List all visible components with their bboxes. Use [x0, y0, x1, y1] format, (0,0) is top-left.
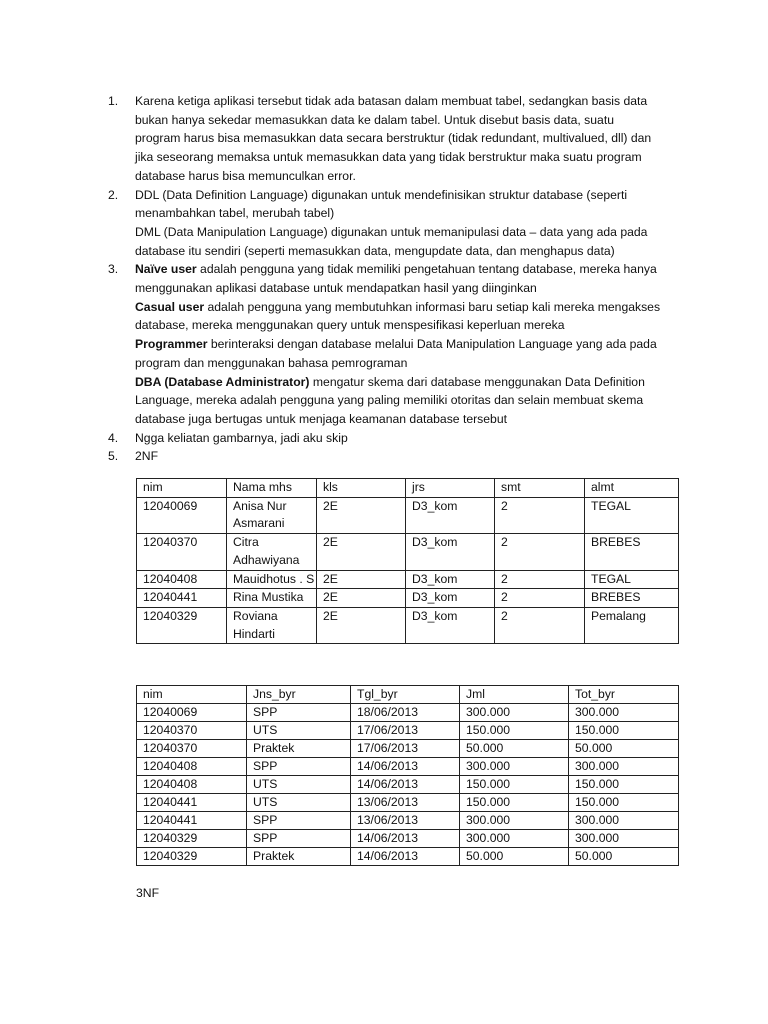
- table-row: [137, 607, 679, 643]
- table-cell: 2E: [317, 589, 406, 608]
- text-line: menggunakan aplikasi database untuk mendapatkan hasil yang diinginkan: [135, 281, 537, 296]
- table-cell: 300.000: [460, 830, 569, 848]
- list-item: [108, 260, 683, 428]
- table-cell: 12040408: [137, 758, 247, 776]
- table-cell: 18/06/2013: [351, 704, 460, 722]
- table-cell: 2E: [317, 534, 406, 570]
- table-cell: 12040441: [137, 794, 247, 812]
- table-cell: 12040329: [137, 848, 247, 866]
- role-term: Programmer: [135, 337, 208, 352]
- table-cell: UTS: [247, 776, 351, 794]
- table-cell: 300.000: [460, 758, 569, 776]
- list-number: 2.: [108, 187, 119, 202]
- table-cell: Rina Mustika: [227, 589, 317, 608]
- table-cell: 12040069: [137, 704, 247, 722]
- table-row: [137, 848, 679, 866]
- table-row: [137, 830, 679, 848]
- section-label-3nf: 3NF: [136, 886, 160, 900]
- text-line: 2NF: [135, 449, 159, 464]
- table-header-row: [137, 686, 679, 704]
- list-number: 3.: [108, 262, 119, 277]
- table-cell: SPP: [247, 704, 351, 722]
- list-item: [108, 186, 683, 261]
- text-line: database, mereka menggunakan query untuk menspesifikasi keperluan mereka: [135, 318, 565, 333]
- table-cell: 2: [495, 607, 585, 643]
- table-cell: 50.000: [460, 740, 569, 758]
- table-row: [137, 758, 679, 776]
- table-cell: 12040441: [137, 589, 227, 608]
- table-cell: 2E: [317, 570, 406, 589]
- table-cell: 50.000: [569, 740, 679, 758]
- table-cell: UTS: [247, 794, 351, 812]
- table-row: [137, 589, 679, 608]
- table-cell: BREBES: [585, 589, 679, 608]
- text-line: Karena ketiga aplikasi tersebut tidak ada batasan dalam membuat tabel, sedangkan basis data: [135, 94, 648, 108]
- table-cell: 17/06/2013: [351, 722, 460, 740]
- text-line: DDL (Data Definition Language) digunakan untuk mendefinisikan struktur database (seperti: [135, 187, 628, 202]
- table-cell: D3_kom: [406, 589, 495, 608]
- table-cell: 13/06/2013: [351, 794, 460, 812]
- table-row: [137, 704, 679, 722]
- table-cell: 150.000: [460, 776, 569, 794]
- table-cell: 2: [495, 570, 585, 589]
- header-cell: nim: [137, 686, 247, 704]
- table-cell: SPP: [247, 758, 351, 776]
- list-item: [108, 92, 683, 186]
- role-line: [135, 335, 683, 354]
- table-cell: 14/06/2013: [351, 830, 460, 848]
- role-line: [135, 298, 683, 317]
- table-cell: Anisa Nur Asmarani: [227, 497, 317, 533]
- table-cell: 14/06/2013: [351, 776, 460, 794]
- table-cell: 150.000: [569, 794, 679, 812]
- role-line: [135, 260, 683, 279]
- table-cell: BREBES: [585, 534, 679, 570]
- table-row: [137, 722, 679, 740]
- table-cell: 12040441: [137, 812, 247, 830]
- header-cell: Nama mhs: [227, 479, 317, 498]
- table-row: [137, 812, 679, 830]
- header-cell: almt: [585, 479, 679, 498]
- table-cell: 12040069: [137, 497, 227, 533]
- table-cell: 150.000: [569, 722, 679, 740]
- table-cell: Citra Adhawiyana: [227, 534, 317, 570]
- table-cell: 2: [495, 589, 585, 608]
- list-number: 5.: [108, 449, 119, 464]
- table-cell: UTS: [247, 722, 351, 740]
- role-description: adalah pengguna yang membutuhkan informasi baru setiap kali mereka mengakses: [204, 299, 661, 314]
- table-cell: D3_kom: [406, 570, 495, 589]
- table-cell: Pemalang: [585, 607, 679, 643]
- table-cell: 50.000: [569, 848, 679, 866]
- header-cell: Jml: [460, 686, 569, 704]
- table-header-row: [137, 479, 679, 498]
- table-cell: 12040370: [137, 722, 247, 740]
- table-cell: 300.000: [460, 812, 569, 830]
- table-cell: 150.000: [460, 722, 569, 740]
- table-row: [137, 776, 679, 794]
- table-cell: 50.000: [460, 848, 569, 866]
- table-cell: 300.000: [569, 830, 679, 848]
- table-cell: 12040329: [137, 607, 227, 643]
- header-cell: jrs: [406, 479, 495, 498]
- text-line: database itu sendiri (seperti memasukkan data, mengupdate data, dan menghapus data): [135, 243, 615, 258]
- role-term: Casual user: [135, 299, 205, 314]
- payment-table-2nf: [136, 685, 679, 866]
- table-cell: 17/06/2013: [351, 740, 460, 758]
- table-cell: 13/06/2013: [351, 812, 460, 830]
- header-cell: smt: [495, 479, 585, 498]
- text-line: database harus bisa memunculkan error.: [135, 168, 356, 183]
- header-cell: nim: [137, 479, 227, 498]
- text-line: Language, mereka adalah pengguna yang paling memiliki otoritas dan selain membuat skema: [135, 393, 644, 408]
- header-cell: kls: [317, 479, 406, 498]
- role-term: Naïve user: [135, 262, 197, 277]
- header-cell: Jns_byr: [247, 686, 351, 704]
- text-line: DML (Data Manipulation Language) digunakan untuk memanipulasi data – data yang ada pada: [135, 224, 648, 239]
- list-number: 4.: [108, 430, 119, 445]
- table-row: [137, 794, 679, 812]
- header-cell: Tot_byr: [569, 686, 679, 704]
- table-row: [137, 497, 679, 533]
- role-description: berinteraksi dengan database melalui Data Manipulation Language yang ada pada: [207, 337, 657, 352]
- role-term: DBA (Database Administrator): [135, 374, 310, 389]
- text-line: Ngga keliatan gambarnya, jadi aku skip: [135, 430, 348, 445]
- table-cell: TEGAL: [585, 570, 679, 589]
- table-cell: 14/06/2013: [351, 758, 460, 776]
- table-cell: 12040408: [137, 570, 227, 589]
- table-cell: D3_kom: [406, 607, 495, 643]
- table-cell: 2E: [317, 607, 406, 643]
- list-item: [108, 429, 683, 448]
- table-cell: 300.000: [569, 758, 679, 776]
- student-table-2nf: [136, 478, 679, 644]
- table-cell: TEGAL: [585, 497, 679, 533]
- table-cell: SPP: [247, 812, 351, 830]
- table-cell: 2E: [317, 497, 406, 533]
- table-cell: 14/06/2013: [351, 848, 460, 866]
- answer-list: [108, 92, 683, 466]
- table-cell: 2: [495, 497, 585, 533]
- table-cell: 12040329: [137, 830, 247, 848]
- text-line: menambahkan tabel, merubah tabel): [135, 206, 335, 221]
- text-line: database juga bertugas untuk menjaga keamanan database tersebut: [135, 411, 507, 426]
- table-cell: 300.000: [569, 812, 679, 830]
- table-row: [137, 740, 679, 758]
- table-cell: SPP: [247, 830, 351, 848]
- text-line: bukan hanya sekedar memasukkan data ke dalam tabel. Untuk disebut basis data, suatu: [135, 112, 614, 127]
- table-cell: 150.000: [460, 794, 569, 812]
- role-description: mengatur skema dari database menggunakan Data Definition: [309, 374, 645, 389]
- table-cell: Praktek: [247, 740, 351, 758]
- table-cell: Praktek: [247, 848, 351, 866]
- table-cell: 300.000: [460, 704, 569, 722]
- list-item: [108, 447, 683, 466]
- header-cell: Tgl_byr: [351, 686, 460, 704]
- table-cell: 300.000: [569, 704, 679, 722]
- role-description: adalah pengguna yang tidak memiliki pengetahuan tentang database, mereka hanya: [196, 262, 657, 277]
- text-line: jika seseorang memaksa untuk memasukkan data yang tidak berstruktur maka suatu program: [135, 150, 642, 165]
- table-cell: 12040370: [137, 740, 247, 758]
- list-number: 1.: [108, 94, 119, 108]
- role-line: [135, 373, 683, 392]
- table-cell: 12040370: [137, 534, 227, 570]
- table-cell: 150.000: [569, 776, 679, 794]
- table-cell: Roviana Hindarti: [227, 607, 317, 643]
- table-row: [137, 570, 679, 589]
- text-line: program harus bisa memasukkan data secara berstruktur (tidak redundant, multivalued, dll) dan: [135, 131, 652, 146]
- table-cell: D3_kom: [406, 497, 495, 533]
- text-line: program dan menggunakan bahasa pemrograman: [135, 355, 408, 370]
- table-cell: D3_kom: [406, 534, 495, 570]
- table-cell: Mauidhotus . S: [227, 570, 317, 589]
- table-cell: 12040408: [137, 776, 247, 794]
- table-cell: 2: [495, 534, 585, 570]
- table-row: [137, 534, 679, 570]
